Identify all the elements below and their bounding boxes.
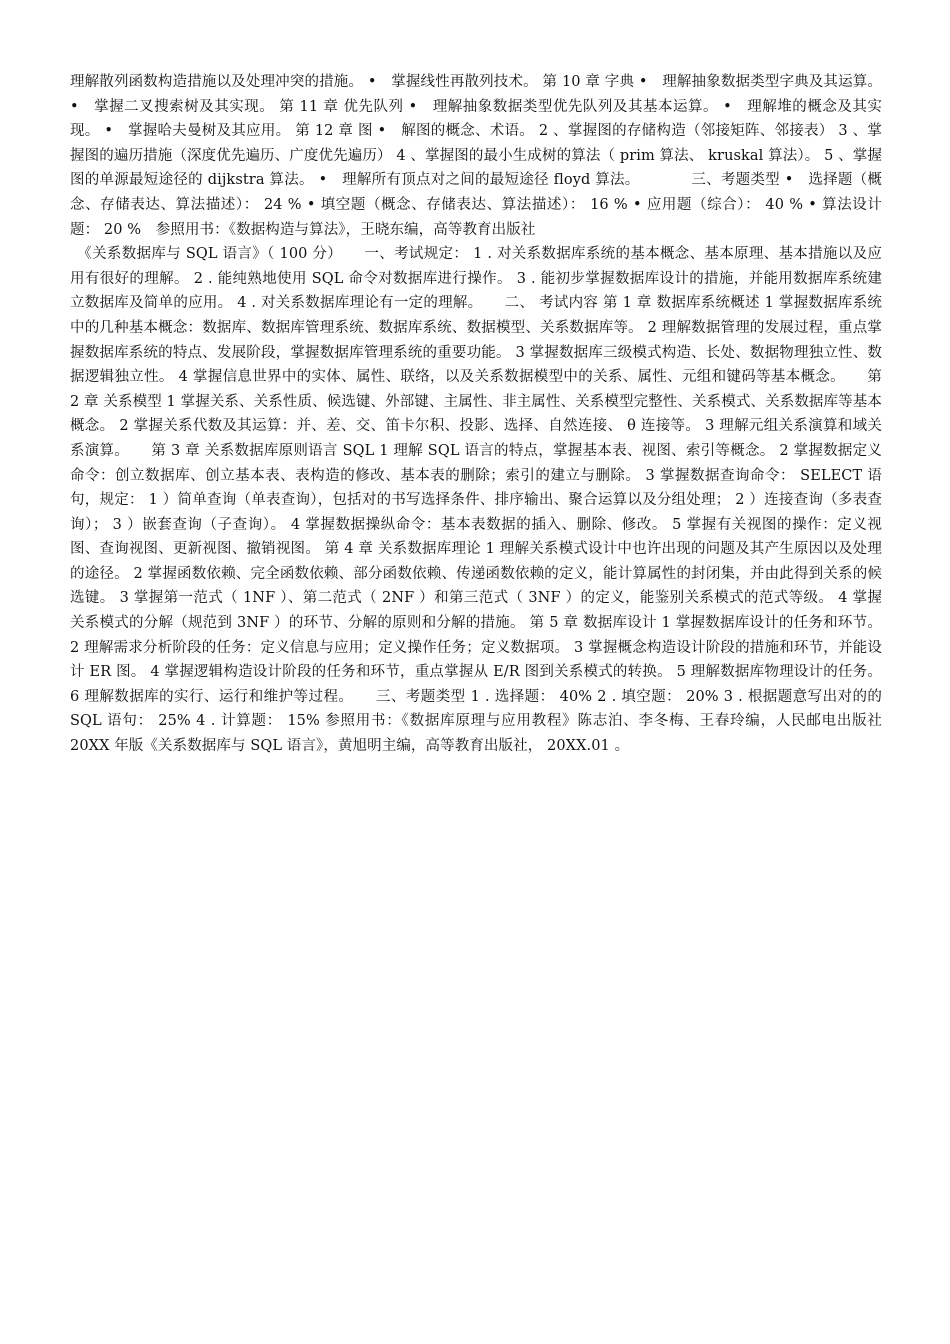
paragraph-database-sql-text: 《关系数据库与 SQL 语言》（ 100 分） 一、考试规定： 1 . 对关系数据库系统的基本概念、基本原理、基本措施以及应用有很好的理解。 2 . 能纯熟地使用 SQL 命令对数据库进行操作。 3 . 能初步掌握数据库设计的措施，并能用数据库系统建立数据库及简单的应用。 4 . 对关系数据库理论有一定的理解。 二、 考试内容 第 1 章 数据库系统概述 1 掌握数据库系统中的几种基本概念：数据库、数据库管理系统、数据库系统、数据模型、关系数据库等。 2 理解数据管理的发展过程，重点掌握数据库系统的特点、发展阶段，掌握数据库管理系统的重要功能。 3 掌握数据库三级模式构造、长处、数据物理独立性、数据逻辑独立性。 4 掌握信息世界中的实体、属性、联络，以及关系数据模型中的关系、属性、元组和键码等基本概念。 第 2 章 关系模型 1 掌握关系、关系性质、候选键、外部键、主属性、非主属性、关系模型完整性、关系模式、关系数据库等基本概念。 2 掌握关系代数及其运算：并、差、交、笛卡尔积、投影、选择、自然连接、 θ 连接等。 3 理解元组关系演算和域关系演算。 第 3 章 关系数据库原则语言 SQL 1 理解 SQL 语言的特点，掌握基本表、视图、索引等概念。 2 掌握数据定义命令：创立数据库、创立基本表、表构造的修改、基本表的删除；索引的建立与删除。 3 掌握数据查询命令： SELECT 语句，规定： 1 ）简单查询（单表查询），包括对的书写选择条件、排序输出、聚合运算以及分组处理； 2 ）连接查询（多表查询）； 3 ）嵌套查询（子查询）。 4 掌握数据操纵命令：基本表数据的插入、删除、修改。 5 掌握有关视图的操作：定义视图、查询视图、更新视图、撤销视图。 第 4 章 关系数据库理论 1 理解关系模式设计中也许出现的问题及其产生原因以及处理的途径。 2 掌握函数依赖、完全函数依赖、部分函数依赖、传递函数依赖的定义，能计算属性的封闭集，并由此得到关系的候选键。 3 掌握第一范式（ 1NF ）、第二范式（ 2NF ）和第三范式（ 3NF ）的定义，能鉴别关系模式的范式等级。 4 掌握关系模式的分解（规范到 3NF ）的环节、分解的原则和分解的措施。 第 5 章 数据库设计 1 掌握数据库设计的任务和环节。 2 理解需求分析阶段的任务：定义信息与应用；定义操作任务；定义数据项。 3 掌握概念构造设计阶段的措施和环节，并能设计 ER 图。 4 掌握逻辑构造设计阶段的任务和环节，重点掌握从 E/R 图到关系模式的转换。 5 理解数据库物理设计的任务。 6 理解数据库的实行、运行和维护等过程。 三、考题类型 1 . 选择题： 40% 2 . 填空题： 20% 3 . 根据题意写出对的的 SQL 语句： 25% 4 . 计算题： 15% 参照用书：《数据库原理与应用教程》陈志泊、李冬梅、王春玲编，人民邮电出版社 20XX 年版《关系数据库与 SQL 语言》，黄旭明主编，高等教育出版社， 20XX.01 。 — [70, 246, 882, 755]
paragraph-data-structures: 理解散列函数构造措施以及处理冲突的措施。 • 掌握线性再散列技术。 第 10 章 字典 • 理解抽象数据类型字典及其运算。 • 掌握二叉搜索树及其实现。 第 11 章 优先队列 • 理解抽象数据类型优先队列及其基本运算。 • 理解堆的概念及其实现。 • 掌握哈夫曼树及其应用。 第 12 章 图 • 解图的概念、术语。 2 、掌握图的存储构造（邻接矩阵、邻接表） 3 、掌握图的遍历措施（深度优先遍历、广度优先遍历） 4 、掌握图的最小生成树的算法（ prim 算法、 kruskal 算法）。 5 、掌握图的单源最短途径的 dijkstra 算法。 • 理解所有顶点对之间的最短途径 floyd 算法。 三、考题类型 • 选择题（概念、存储表达、算法描述）： 24 % • 填空题（概念、存储表达、算法描述）： 16 % • 应用题（综合）： 40 % • 算法设计题： 20 % 参照用书：《数据构造与算法》，王晓东编，高等教育出版社 — [70, 74, 882, 238]
paragraph-database-sql — [70, 242, 882, 758]
document-body — [70, 70, 882, 759]
